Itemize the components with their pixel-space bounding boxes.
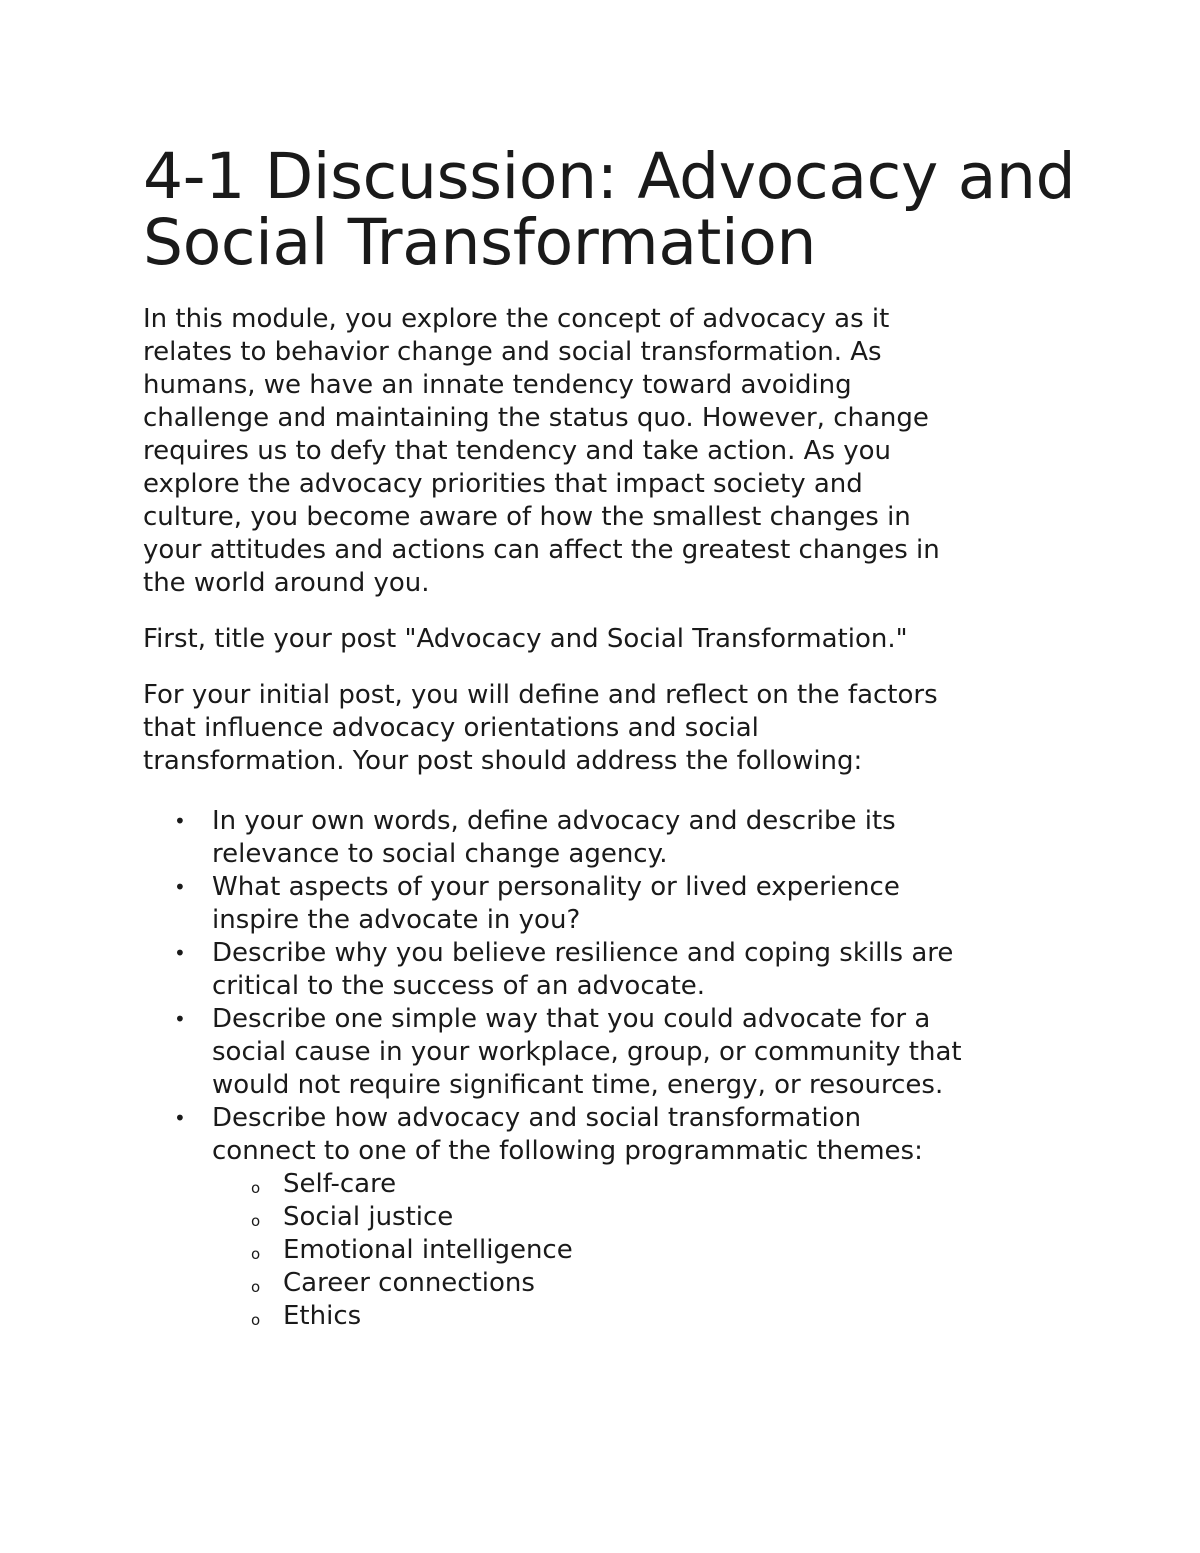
requirements-list [143,805,1103,1333]
text-line: relates to behavior change and social transformation. As [143,337,882,367]
text-line: In this module, you explore the concept of advocacy as it [143,304,890,334]
list-item-line: Describe how advocacy and social transformation [212,1103,862,1133]
list-item-line: Describe one simple way that you could advocate for a [212,1004,931,1034]
theme-label: Career connections [283,1268,535,1298]
text-line: the world around you. [143,568,430,598]
list-item [143,1102,1103,1168]
bullet-icon: • [174,1007,186,1031]
theme-label: Ethics [283,1301,362,1331]
list-item [143,805,1103,871]
theme-item [143,1201,1103,1234]
list-item-line: In your own words, define advocacy and describe its [212,806,896,836]
bullet-icon: • [174,1106,186,1130]
text-line: transformation. Your post should address the following: [143,746,863,776]
list-item-line: connect to one of the following programmatic themes: [212,1136,923,1166]
theme-item [143,1234,1103,1267]
list-item-line: critical to the success of an advocate. [212,971,706,1001]
text-line: First, title your post "Advocacy and Social Transformation." [143,624,908,654]
document [143,140,1103,1333]
text-line: challenge and maintaining the status quo. However, change [143,403,929,433]
bullet-icon: • [174,875,186,899]
theme-label: Emotional intelligence [283,1235,573,1265]
list-item-line: Describe why you believe resilience and coping skills are [212,938,954,968]
theme-item [143,1300,1103,1333]
text-line: humans, we have an innate tendency toward avoiding [143,370,852,400]
circle-bullet-icon: o [251,1212,261,1230]
theme-label: Self-care [283,1169,397,1199]
text-line: your attitudes and actions can affect the greatest changes in [143,535,940,565]
bullet-icon: • [174,941,186,965]
text-line: For your initial post, you will define and reflect on the factors [143,680,938,710]
text-line: that influence advocacy orientations and social [143,713,759,743]
title-line: Social Transformation [143,206,817,279]
document-title [143,140,1103,279]
list-item-line: relevance to social change agency. [212,839,668,869]
circle-bullet-icon: o [251,1278,261,1296]
circle-bullet-icon: o [251,1311,261,1329]
title-line: 4-1 Discussion: Advocacy and [143,140,1076,213]
text-line: explore the advocacy priorities that impact society and [143,469,863,499]
post-instruction-paragraph [143,679,1103,778]
text-line: requires us to defy that tendency and take action. As you [143,436,892,466]
text-line: culture, you become aware of how the smallest changes in [143,502,911,532]
list-item [143,937,1103,1003]
theme-item [143,1168,1103,1201]
circle-bullet-icon: o [251,1245,261,1263]
list-item [143,871,1103,937]
list-item-line: What aspects of your personality or lived experience [212,872,900,902]
list-item-line: social cause in your workplace, group, or community that [212,1037,962,1067]
circle-bullet-icon: o [251,1179,261,1197]
theme-label: Social justice [283,1202,454,1232]
theme-item [143,1267,1103,1300]
title-instruction-paragraph [143,623,1103,656]
list-item-line: would not require significant time, energy, or resources. [212,1070,944,1100]
list-item [143,1003,1103,1102]
list-item-line: inspire the advocate in you? [212,905,581,935]
bullet-icon: • [174,809,186,833]
intro-paragraph [143,303,1103,600]
